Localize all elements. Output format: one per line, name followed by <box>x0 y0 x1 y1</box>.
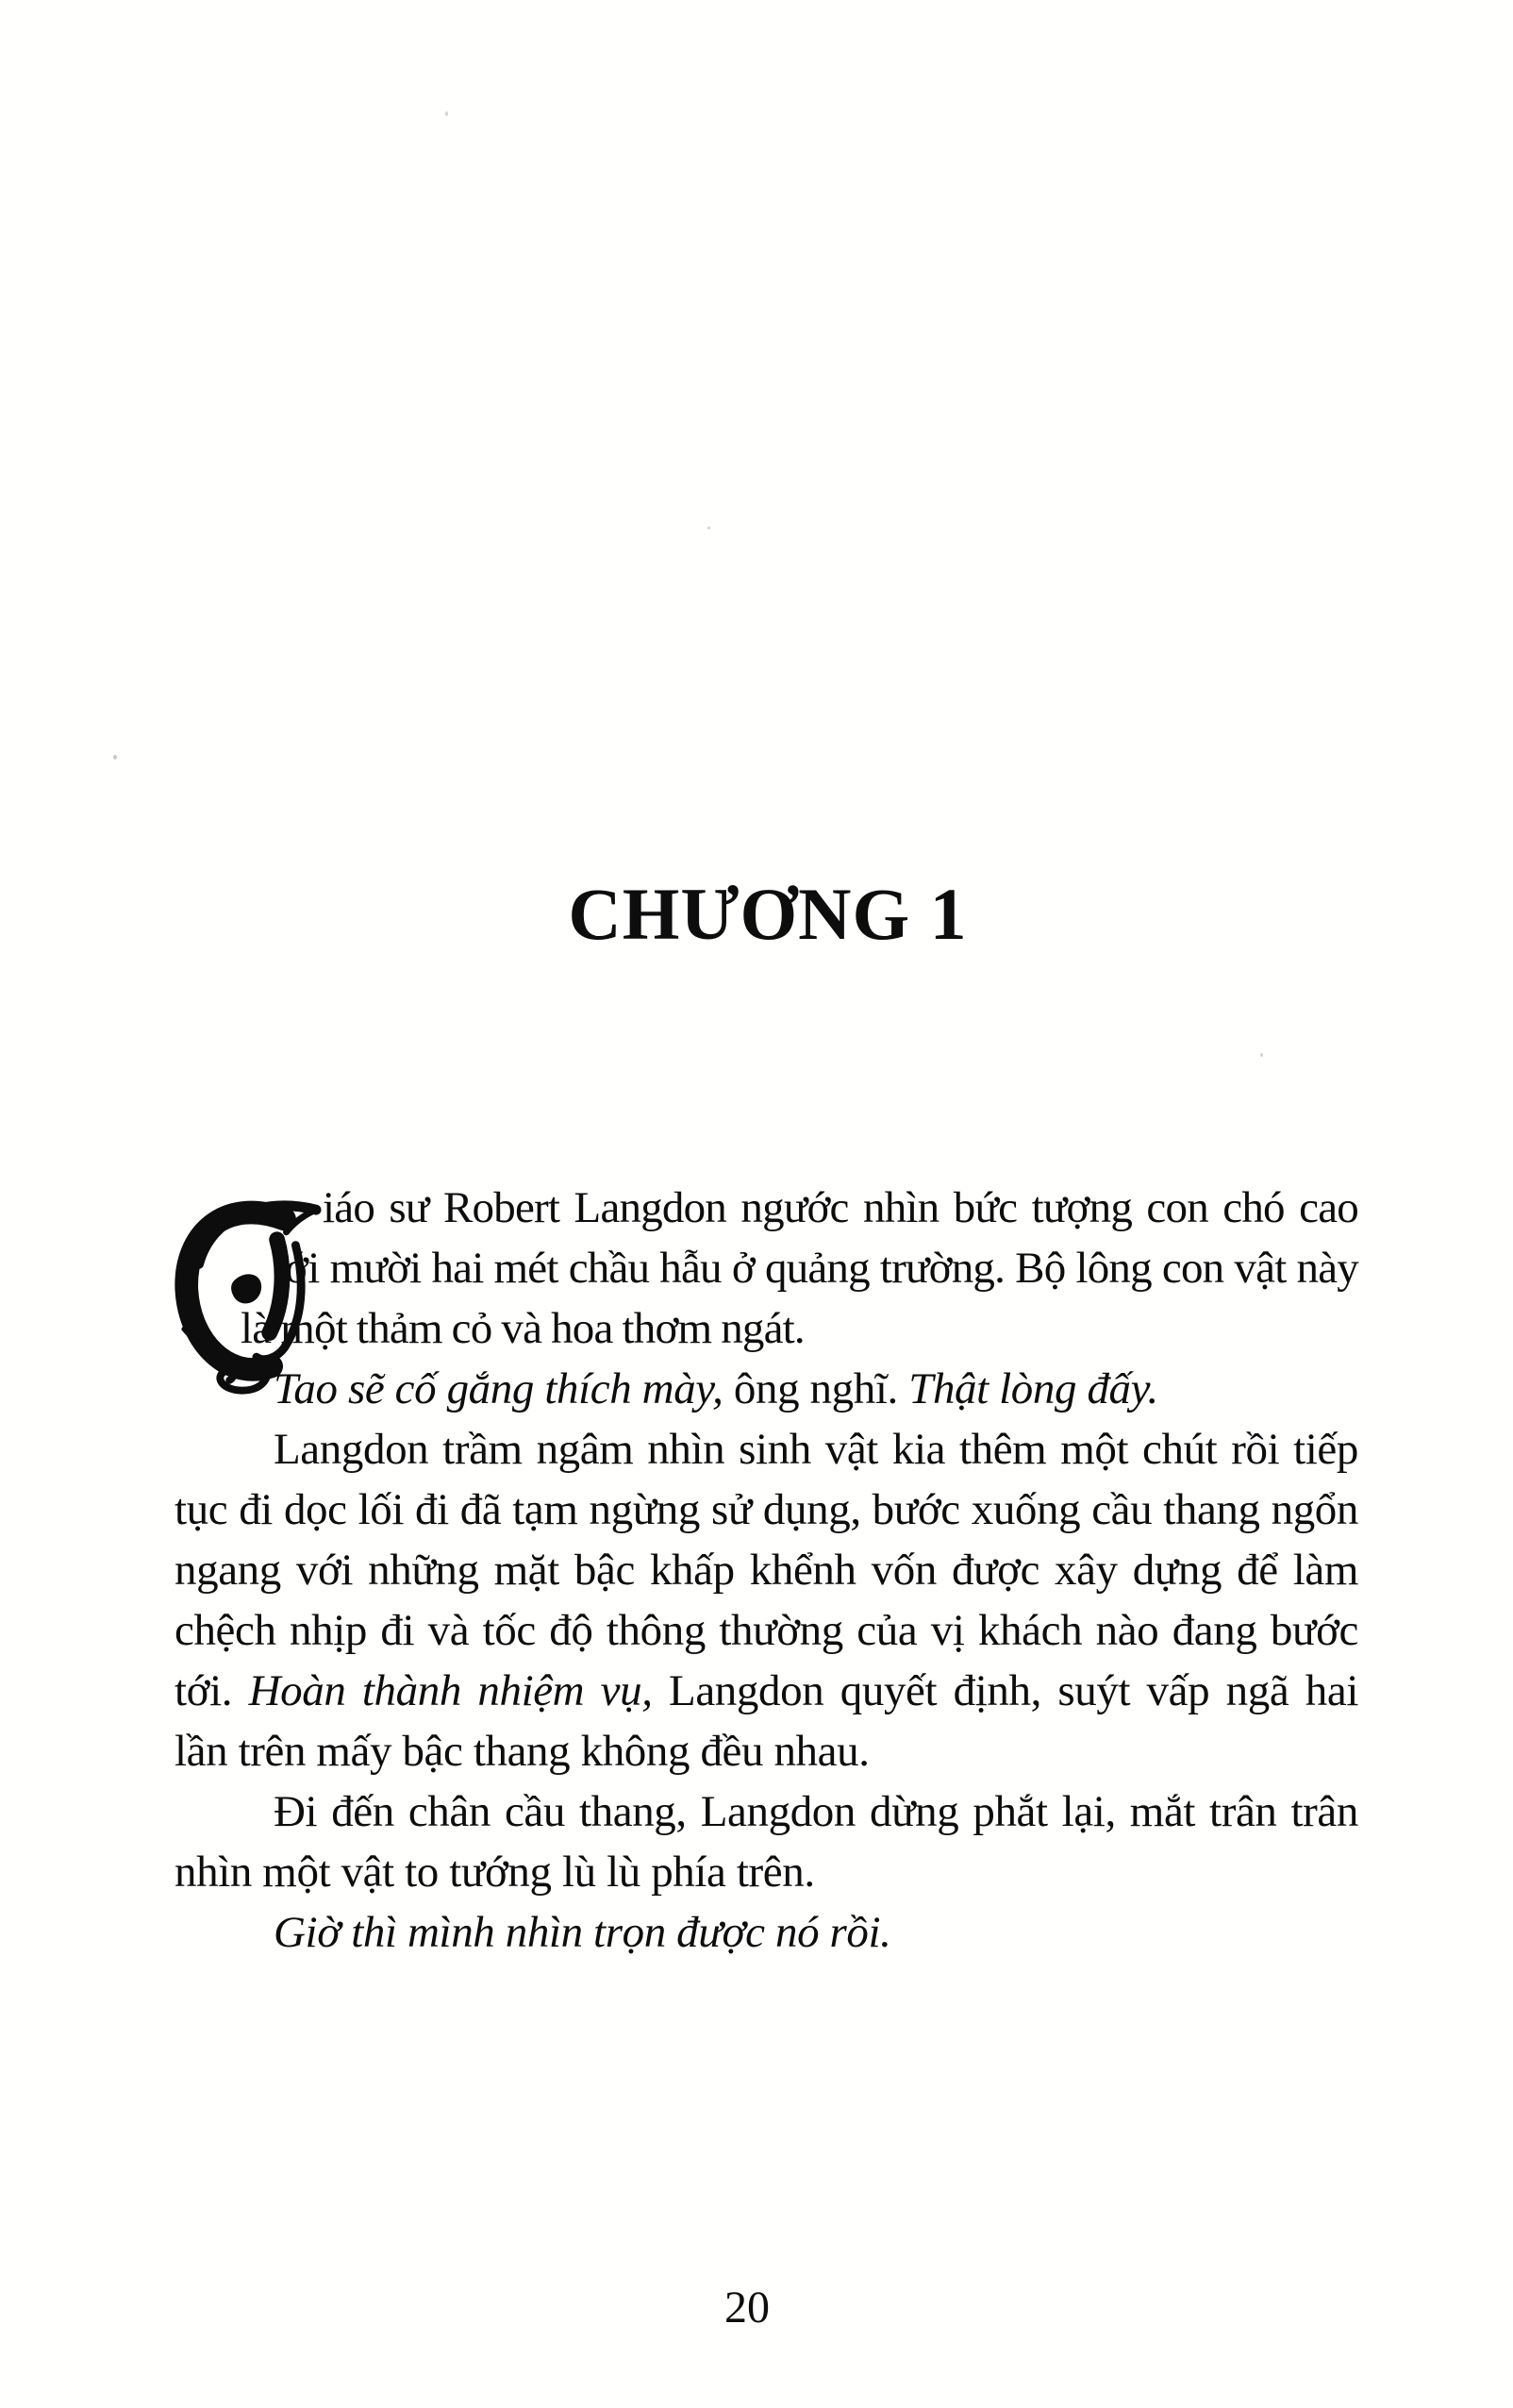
paragraph-body-2 <box>175 1781 1358 1902</box>
text-segment: ông nghĩ. <box>723 1364 909 1413</box>
paragraph-text <box>241 1183 1358 1353</box>
text-segment: iáo sư Robert Langdon ngước nhìn bức tượng con chó cao tới mười hai mét chầu hẫu ở quảng trường. Bộ lông con vật này là một thảm cỏ và hoa thơm ngát. <box>241 1183 1358 1353</box>
text-segment: Langdon quyết định, suýt vấp ngã hai lần trên mấy bậc thang không đều nhau. <box>175 1666 1358 1776</box>
scan-speck <box>707 527 710 529</box>
text-segment: Langdon trầm ngâm nhìn sinh vật kia thêm một chút rồi tiếp tục đi dọc lối đi đã tạm ngừng sử dụng, bước xuống cầu thang ngổn ngang với những mặt bậc khấp khểnh vốn được xây dựng để làm chệch nhịp đi và tốc độ thông thường của vị khách nào đang bước tới. <box>175 1425 1358 1715</box>
paragraph-body-1 <box>175 1419 1358 1781</box>
chapter-heading: CHƯƠNG 1 <box>568 873 968 955</box>
text-column <box>175 1178 1358 1963</box>
text-segment: Tao sẽ cố gắng thích mày, <box>274 1364 723 1413</box>
text-segment: Thật lòng đấy. <box>908 1364 1158 1413</box>
scan-speck <box>113 755 117 760</box>
scan-speck <box>445 111 448 116</box>
page-number: 20 <box>724 2283 770 2333</box>
thought-line-1 <box>175 1359 1358 1419</box>
text-segment: Hoàn thành nhiệm vụ, <box>248 1666 653 1715</box>
scan-speck <box>1260 1053 1263 1057</box>
text-segment: Đi đến chân cầu thang, Langdon dừng phắt lại, mắt trân trân nhìn một vật to tướng lù lù phía trên. <box>175 1787 1358 1897</box>
text-segment: Giờ thì mình nhìn trọn được nó rồi. <box>274 1908 891 1957</box>
thought-line-2 <box>175 1902 1358 1963</box>
paragraph-opening <box>175 1178 1358 1359</box>
